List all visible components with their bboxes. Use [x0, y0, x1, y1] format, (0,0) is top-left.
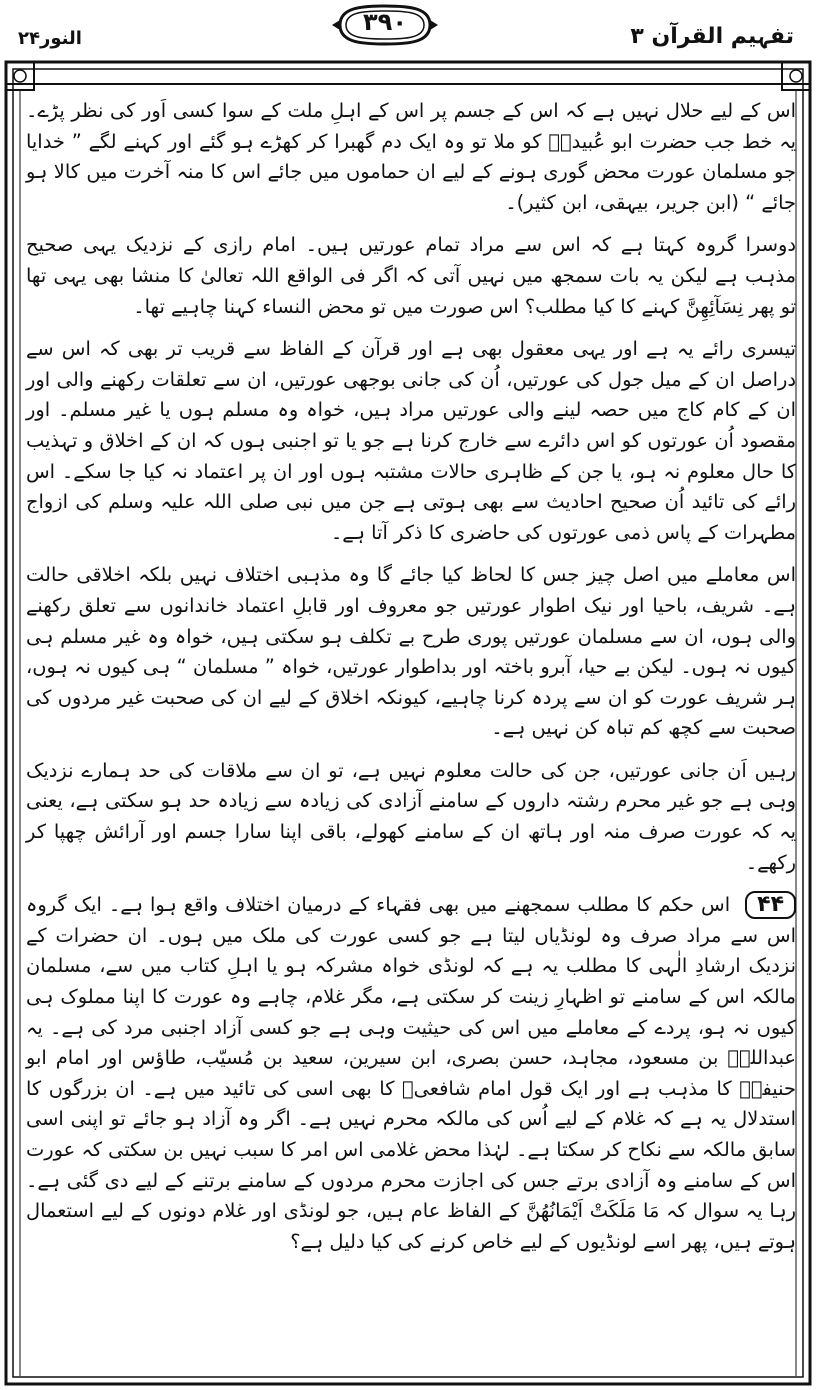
page-number: ۳۹۰ [363, 8, 407, 36]
page-header [0, 0, 816, 62]
footnote-number: ۴۴ [745, 891, 796, 919]
paragraph-4: اس معاملے میں اصل چیز جس کا لحاظ کیا جائے گا وہ مذہبی اختلاف نہیں بلکہ اخلاقی حالت ہے۔ شریف، باحیا اور نیک اطوار عورتیں جو معروف اور قابلِ اعتماد خاندانوں سے تعلق رکھنے والی ہوں، ان سے مسلمان عورتیں پوری طرح بے تکلف ہو سکتی ہیں، خواہ وہ غیر مسلم ہی کیوں نہ ہوں۔ لیکن بے حیا، آبرو باختہ اور بداطوار عورتیں، خواہ ” مسلمان “ ہی کیوں نہ ہوں، ہر شریف عورت کو ان سے پردہ کرنا چاہیے، کیونکہ اخلاق کے لیے ان کی صحبت غیر مردوں کی صحبت سے کچھ کم تباہ کن نہیں ہے۔ [26, 563, 796, 740]
paragraph-1: اس کے لیے حلال نہیں ہے کہ اس کے جسم پر اس کے اہلِ ملت کے سوا کسی اَور کی نظر پڑے۔ یہ خط جب حضرت ابو عُبیدہؓ کو ملا تو وہ ایک دم گھبرا کر کھڑے ہو گئے اور کہنے لگے ” خدایا جو مسلمان عورت محض گوری ہونے کے لیے ان حماموں میں جائے اس کا منہ آخرت میں کالا ہو جائے “ (ابن جریر، بیہقی، ابن کثیر)۔ [26, 99, 796, 214]
book-title: تفہیم القرآن ۳ [630, 24, 794, 49]
paragraph-5: رہیں اَن جانی عورتیں، جن کی حالت معلوم نہیں ہے، تو ان سے ملاقات کی حد ہمارے نزدیک وہی ہے جو غیر محرم رشتہ داروں کے سامنے آزادی کی زیادہ سے زیادہ حد ہو سکتی ہے، یعنی یہ کہ عورت صرف منہ اور ہاتھ ان کے سامنے کھولے، باقی اپنا سارا جسم اور آرائش چھپا کر رکھے۔ [26, 758, 796, 874]
footnote-paragraph [26, 890, 796, 1257]
surah-reference: النور۲۴ [18, 28, 82, 49]
paragraph-3: تیسری رائے یہ ہے اور یہی معقول بھی ہے اور قرآن کے الفاظ سے قریب تر بھی کہ اس سے دراصل ان کے میل جول کی عورتیں، اُن کی جانی بوجھی عورتیں، ان سے تعلقات رکھنے والی اور ان کے کام کاج میں حصہ لینے والی عورتیں مراد ہیں، خواہ وہ مسلم ہوں یا غیر مسلم۔ اور مقصود اُن عورتوں کو اس دائرے سے خارج کرنا ہے جو یا تو اجنبی ہوں کہ ان کے اخلاق و تہذیب کا حال معلوم نہ ہو، یا جن کے ظاہری حالات مشتبہ ہوں اور ان پر اعتماد نہ کیا جا سکے۔ اس رائے کی تائید اُن صحیح احادیث سے بھی ہوتی ہے جن میں نبی صلی اللہ علیہ وسلم کی ازواج مطہرات کے پاس ذمی عورتوں کی حاضری کا ذکر آتا ہے۔ [26, 337, 796, 544]
page-body [26, 96, 796, 1386]
paragraph-2: دوسرا گروہ کہتا ہے کہ اس سے مراد تمام عورتیں ہیں۔ امام رازی کے نزدیک یہی صحیح مذہب ہے لیکن یہ بات سمجھ میں نہیں آتی کہ اگر فی الواقع اللہ تعالیٰ کا منشا بھی یہی تھا تو پھر نِسَآئِهِنَّ کہنے کا کیا مطلب؟ اس صورت میں تو محض النساء کہنا چاہیے تھا۔ [26, 233, 796, 318]
footnote-text: اس حکم کا مطلب سمجھنے میں بھی فقہاء کے درمیان اختلاف واقع ہوا ہے۔ ایک گروہ اس سے مراد صرف وہ لونڈیاں لیتا ہے جو کسی عورت کی ملک میں ہوں۔ ان حضرات کے نزدیک ارشادِ الٰہی کا مطلب یہ ہے کہ لونڈی خواہ مشرکہ ہو یا اہلِ کتاب میں سے، مسلمان مالکہ اس کے سامنے تو اظہارِ زینت کر سکتی ہے، مگر غلام، چاہے وہ عورت کا اپنا مملوک ہی کیوں نہ ہو، پردے کے معاملے میں اس کی حیثیت وہی ہے جو کسی آزاد اجنبی مرد کی ہے۔ یہ عبداللہؓ بن مسعود، مجاہد، حسن بصری، ابن سیرین، سعید بن مُسیّب، طاؤس اور امام ابو حنیفہؒ کا مذہب ہے اور ایک قول امام شافعیؒ کا بھی اسی کی تائید میں ہے۔ ان بزرگوں کا استدلال یہ ہے کہ غلام کے لیے اُس کی مالکہ محرم نہیں ہے۔ اگر وہ آزاد ہو جائے تو اپنی اسی سابق مالکہ سے نکاح کر سکتا ہے۔ لہٰذا محض غلامی اس امر کا سبب نہیں بن سکتی کہ عورت اس کے سامنے وہ آزادی برتے جس کی اجازت محرم مردوں کے سامنے برتنے کے لیے دی گئی ہے۔ رہا یہ سوال کہ مَا مَلَكَتْ اَيْمَانُهُنَّ کے الفاظ عام ہیں، جو لونڈی اور غلام دونوں کے لیے استعمال ہوتے ہیں، پھر اسے لونڈیوں کے لیے خاص کرنے کی کیا دلیل ہے؟ [26, 893, 796, 1253]
page-number-badge [330, 2, 440, 48]
